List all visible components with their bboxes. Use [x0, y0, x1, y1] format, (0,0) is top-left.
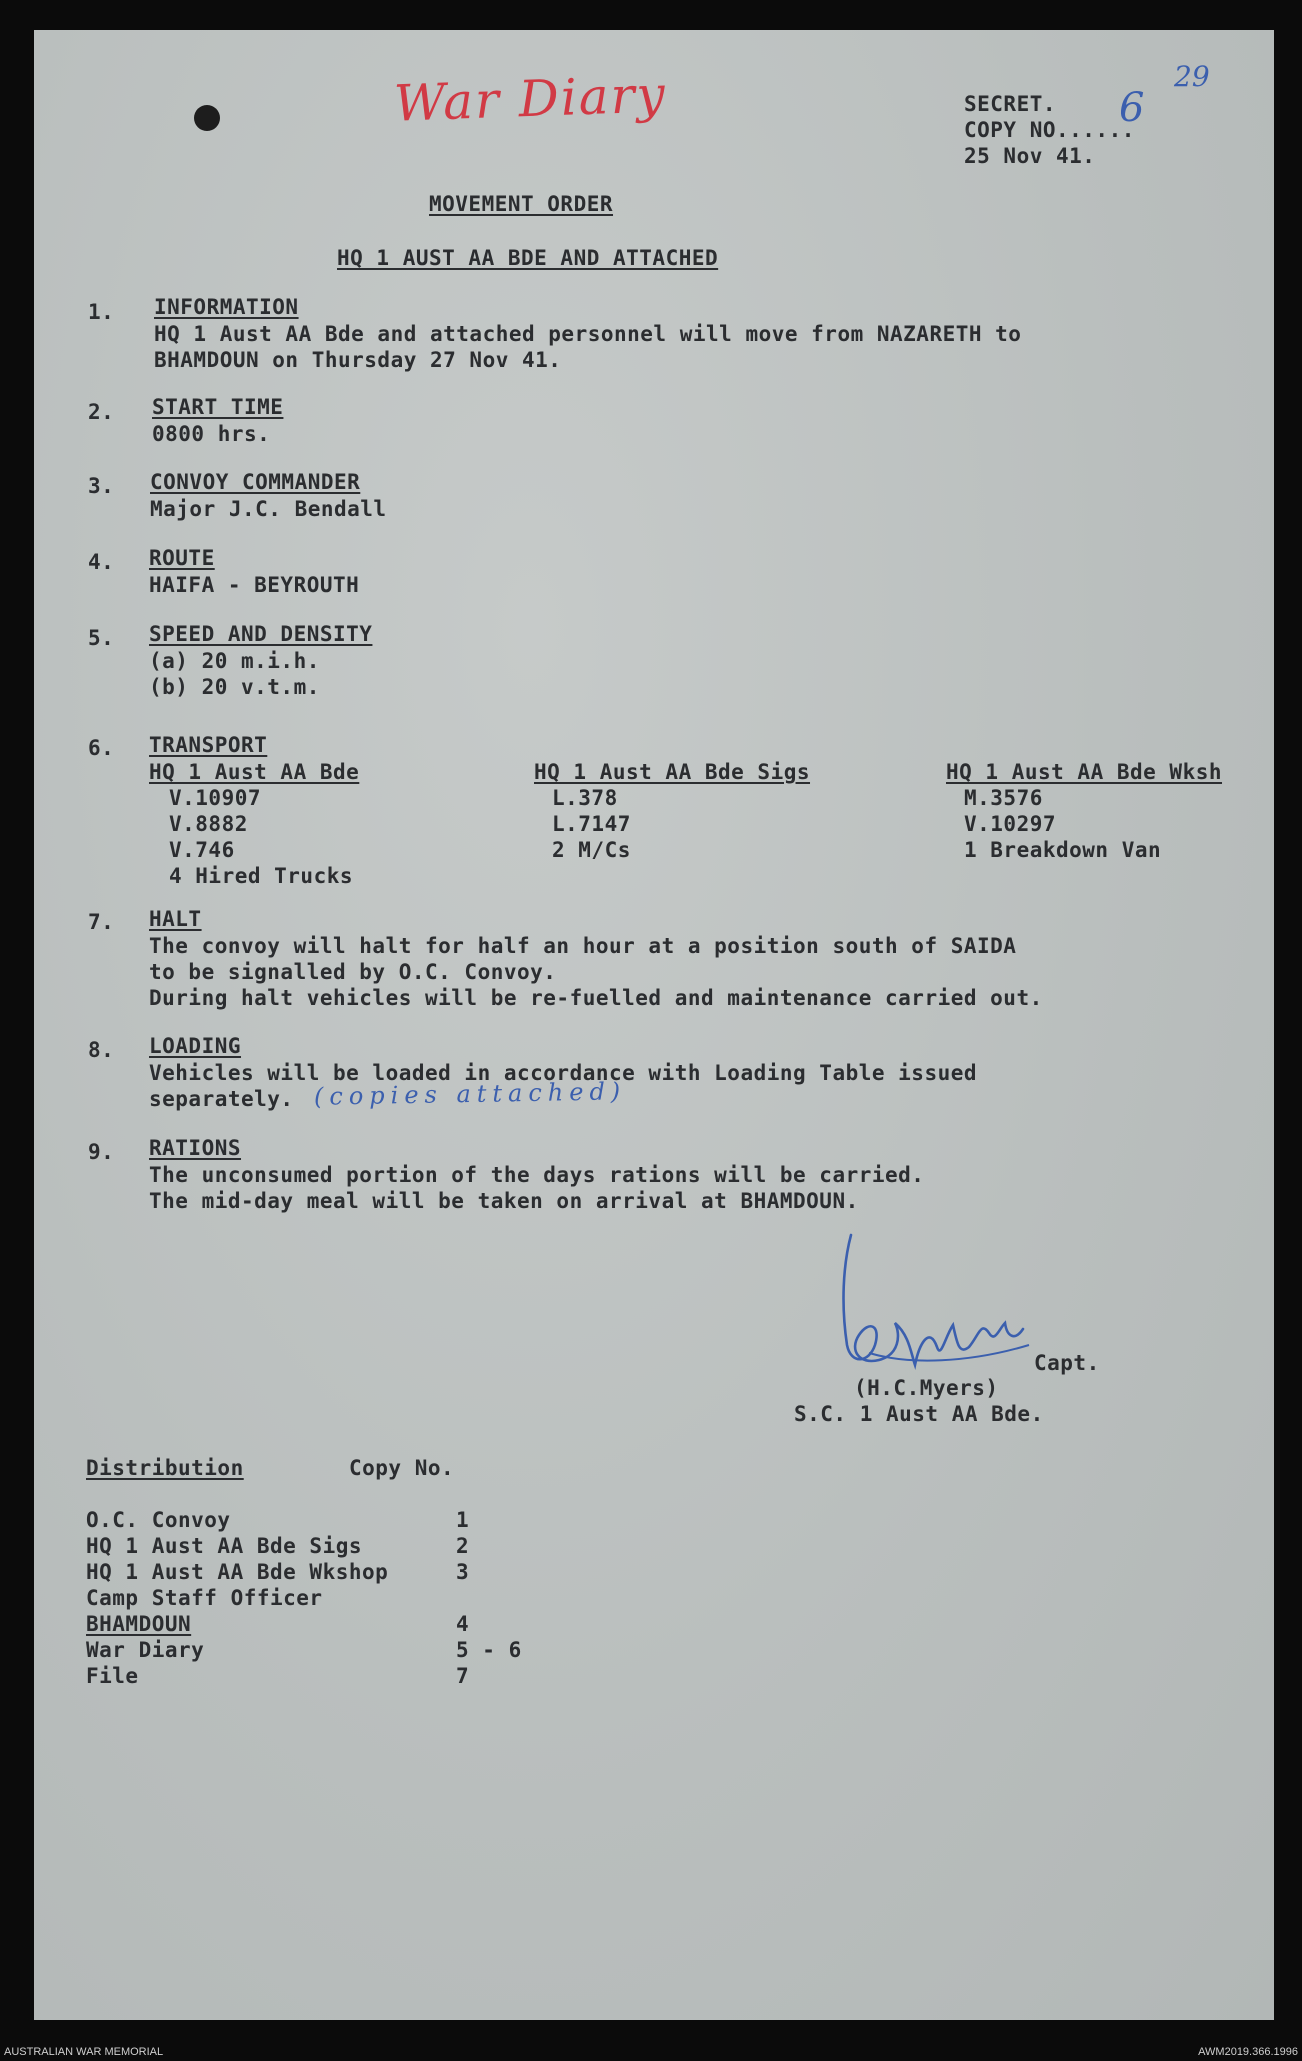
distribution-row-copy: 5 - 6: [456, 1638, 522, 1662]
section-6-number: 6.: [88, 736, 115, 760]
secret-marking: SECRET.: [964, 92, 1057, 116]
section-9-heading: RATIONS: [149, 1136, 242, 1160]
transport-col2-item: 2 M/Cs: [552, 838, 631, 862]
distribution-row-name: HQ 1 Aust AA Bde Sigs: [86, 1534, 363, 1558]
signature-rank: Capt.: [1034, 1351, 1100, 1375]
transport-col2-header: HQ 1 Aust AA Bde Sigs: [534, 760, 811, 784]
punch-hole: [194, 105, 220, 131]
section-1-heading: INFORMATION: [154, 295, 299, 319]
section-5-number: 5.: [88, 626, 115, 650]
section-1-line-1: HQ 1 Aust AA Bde and attached personnel will move from NAZARETH to: [154, 322, 1022, 346]
section-9-line-2: The mid-day meal will be taken on arrival at BHAMDOUN.: [149, 1189, 859, 1213]
distribution-row-copy: 7: [456, 1664, 470, 1688]
handwritten-war-diary-annotation: War Diary: [393, 65, 668, 133]
document-date: 25 Nov 41.: [964, 144, 1096, 168]
section-7-line-1: The convoy will halt for half an hour at a position south of SAIDA: [149, 934, 1017, 958]
section-7-heading: HALT: [149, 907, 202, 931]
distribution-row-name: O.C. Convoy: [86, 1508, 231, 1532]
distribution-row-copy: 4: [456, 1612, 470, 1636]
section-8-heading: LOADING: [149, 1034, 242, 1058]
transport-col1-item: V.8882: [169, 812, 248, 836]
section-3-heading: CONVOY COMMANDER: [150, 470, 361, 494]
distribution-row-name: Camp Staff Officer: [86, 1586, 323, 1610]
movement-order-subtitle: HQ 1 AUST AA BDE AND ATTACHED: [337, 246, 719, 270]
section-6-heading: TRANSPORT: [149, 733, 268, 757]
section-8-line-1: Vehicles will be loaded in accordance with Loading Table issued: [149, 1061, 978, 1085]
transport-col2-item: L.378: [552, 786, 618, 810]
section-2-line-1: 0800 hrs.: [152, 422, 271, 446]
transport-col1-header: HQ 1 Aust AA Bde: [149, 760, 360, 784]
section-3-number: 3.: [88, 474, 115, 498]
section-8-line-2: separately.: [149, 1087, 294, 1111]
distribution-row-name: File: [86, 1664, 139, 1688]
section-1-number: 1.: [88, 300, 115, 324]
section-4-heading: ROUTE: [149, 546, 215, 570]
section-9-line-1: The unconsumed portion of the days rations will be carried.: [149, 1163, 925, 1187]
section-2-heading: START TIME: [152, 395, 284, 419]
distribution-row-copy: 2: [456, 1534, 470, 1558]
distribution-row-name: BHAMDOUN: [86, 1612, 192, 1636]
transport-col1-item: V.746: [169, 838, 235, 862]
distribution-row-name: War Diary: [86, 1638, 205, 1662]
section-5-line-1: (a) 20 m.i.h.: [149, 649, 320, 673]
signature-appointment: S.C. 1 Aust AA Bde.: [794, 1402, 1044, 1426]
section-3-line-1: Major J.C. Bendall: [150, 497, 387, 521]
document-page: [34, 30, 1274, 2020]
distribution-row-copy: 3: [456, 1560, 470, 1584]
handwritten-folio-number: 29: [1174, 60, 1210, 93]
copy-number-label: COPY NO......: [964, 118, 1135, 142]
footer-accession-number: AWM2019.366.1996: [1198, 2046, 1298, 2058]
handwritten-copy-number: 6: [1119, 85, 1145, 131]
section-8-number: 8.: [88, 1038, 115, 1062]
footer-institution: AUSTRALIAN WAR MEMORIAL: [4, 2046, 164, 2058]
section-7-line-2: to be signalled by O.C. Convoy.: [149, 960, 557, 984]
transport-col1-item: 4 Hired Trucks: [169, 864, 354, 888]
transport-col3-item: M.3576: [964, 786, 1043, 810]
section-7-line-3: During halt vehicles will be re-fuelled and maintenance carried out.: [149, 986, 1043, 1010]
signature-name: (H.C.Myers): [854, 1376, 999, 1400]
distribution-heading: Distribution: [86, 1456, 244, 1480]
transport-col3-item: V.10297: [964, 812, 1057, 836]
distribution-copy-heading: Copy No.: [349, 1456, 455, 1480]
distribution-row-name: HQ 1 Aust AA Bde Wkshop: [86, 1560, 389, 1584]
movement-order-title: MOVEMENT ORDER: [429, 192, 614, 216]
section-2-number: 2.: [88, 400, 115, 424]
transport-col3-item: 1 Breakdown Van: [964, 838, 1162, 862]
section-4-number: 4.: [88, 550, 115, 574]
transport-col1-item: V.10907: [169, 786, 262, 810]
handwritten-copies-attached-note: (copies attached): [313, 1077, 627, 1111]
section-5-line-2: (b) 20 v.t.m.: [149, 675, 320, 699]
transport-col2-item: L.7147: [552, 812, 631, 836]
handwritten-signature: [829, 1225, 1069, 1395]
transport-col3-header: HQ 1 Aust AA Bde Wksh: [946, 760, 1223, 784]
section-4-line-1: HAIFA - BEYROUTH: [149, 573, 360, 597]
section-7-number: 7.: [88, 910, 115, 934]
section-1-line-2: BHAMDOUN on Thursday 27 Nov 41.: [154, 348, 562, 372]
section-9-number: 9.: [88, 1140, 115, 1164]
distribution-row-copy: 1: [456, 1508, 470, 1532]
section-5-heading: SPEED AND DENSITY: [149, 622, 373, 646]
